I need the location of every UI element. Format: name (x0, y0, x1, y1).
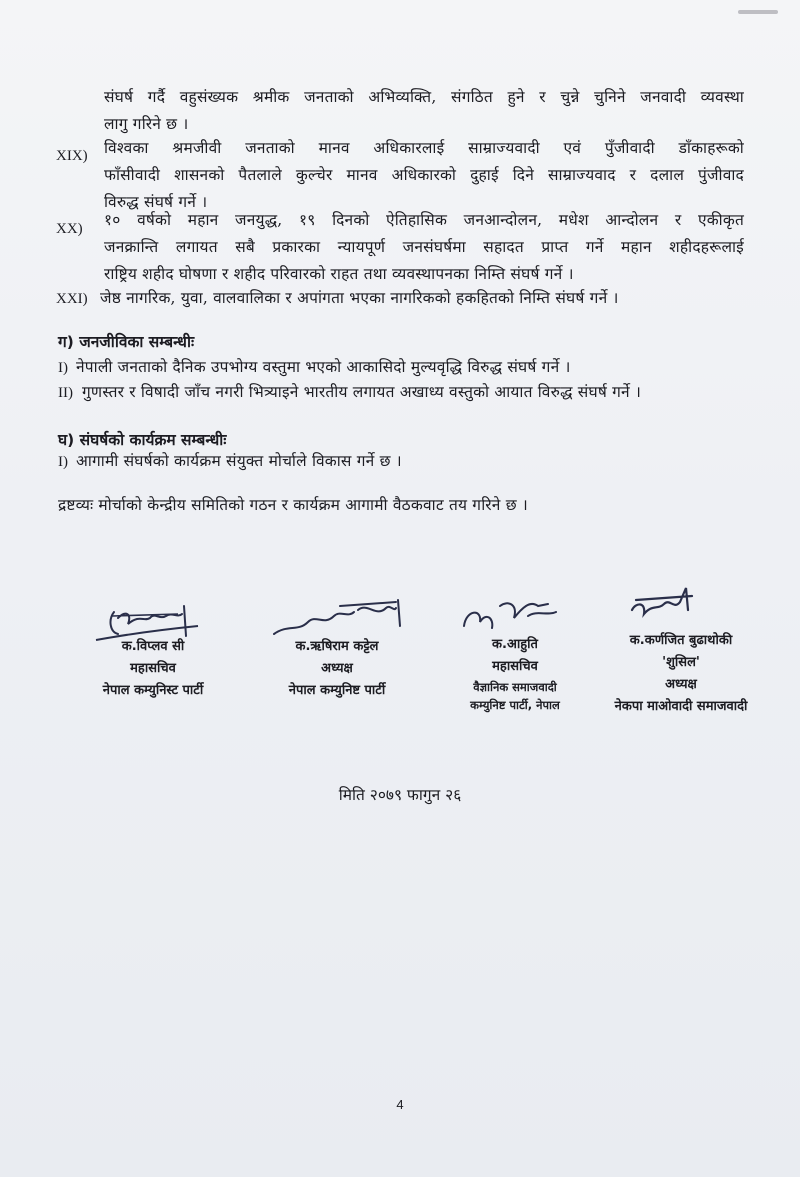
paragraph-continuation-line2: लागु गरिने छ । (104, 115, 189, 133)
signatory-1-name: क.विप्लव सी (121, 639, 185, 654)
signatory-1 (78, 636, 228, 702)
struggle-item-number-1: I) (58, 454, 68, 470)
signatory-2-name: क.ऋषिराम कट्टेल (295, 639, 379, 654)
item-number-xx: XX) (56, 221, 83, 237)
item-xix-line3: विरुद्ध संघर्ष गर्ने । (104, 193, 208, 211)
section-heading-struggle-program: घ) संघर्षको कार्यक्रम सम्बन्धीः (58, 431, 227, 449)
item-number-xxi: XXI) (56, 291, 88, 307)
livelihood-item-number-2: II) (58, 385, 73, 401)
signatory-2-party: नेपाल कम्युनिष्ट पार्टी (288, 683, 386, 698)
signatory-4-name: क.कर्णजित बुढाथोकी (629, 633, 733, 648)
item-xxi-text: जेष्ठ नागरिक, युवा, वालवालिका र अपांगता भएका नागरिकको हकहितको निम्ति संघर्ष गर्ने । (100, 289, 619, 307)
item-xx-line2: जनक्रान्ति लगायत सबै प्रकारका न्यायपूर्ण जनसंघर्षमा सहादत प्राप्त गर्ने महान शहीदहरूलाई (104, 238, 744, 256)
section-heading-livelihood: ग) जनजीविका सम्बन्धीः (58, 333, 195, 351)
item-xx-line3: राष्ट्रिय शहीद घोषणा र शहीद परिवारको राहत तथा व्यवस्थापनका निम्ति संघर्ष गर्ने । (104, 265, 574, 283)
signatory-1-party: नेपाल कम्युनिस्ट पार्टी (102, 683, 204, 698)
livelihood-item-number-1: I) (58, 360, 68, 376)
signatory-3-title: महासचिव (492, 659, 538, 674)
item-xix-line1: विश्वका श्रमजीवी जनताको मानव अधिकारलाई साम्राज्यवादी एवं पुँजीवादी डाँकाहरूको (104, 139, 744, 157)
paragraph-continuation-line1: संघर्ष गर्दै वहुसंख्यक श्रमीक जनताको अभिव्यक्ति, संगठित हुने र चुन्ने चुनिने जनवादी व्यवस्था (104, 88, 744, 106)
signatory-4-title: अध्यक्ष (665, 677, 697, 692)
signatory-2 (262, 636, 412, 702)
signatory-3 (440, 634, 590, 714)
corner-mark (738, 10, 778, 14)
signatory-3-name: क.आहुति (492, 637, 538, 652)
signatory-3-party-line2: कम्युनिष्ट पार्टी, नेपाल (470, 698, 560, 712)
signature-ahuti (456, 592, 566, 638)
note-text: द्रष्टव्यः मोर्चाको केन्द्रीय समितिको गठन र कार्यक्रम आगामी वैठकवाट तय गरिने छ । (58, 496, 528, 514)
struggle-item-1: आगामी संघर्षको कार्यक्रम संयुक्त मोर्चाले विकास गर्ने छ । (76, 452, 402, 470)
signatory-4-alias: 'शुसिल' (662, 655, 700, 670)
livelihood-item-2: गुणस्तर र विषादी जाँच नगरी भित्र्याइने भारतीय लगायत अखाध्य वस्तुको आयात विरुद्ध संघर्ष गर्ने । (82, 383, 642, 401)
item-number-xix: XIX) (56, 148, 88, 164)
document-date: मिति २०७९ फागुन २६ (338, 786, 462, 804)
item-xix-line2: फाँसीवादी शासनको पैतलाले कुल्चेर मानव अधिकारको दुहाई दिने साम्राज्यवाद र दलाल पुंजीवाद (104, 166, 744, 184)
signatory-3-party-line1: वैज्ञानिक समाजवादी (473, 680, 557, 694)
signatory-4-party: नेकपा माओवादी समाजवादी (614, 699, 748, 714)
livelihood-item-1: नेपाली जनताको दैनिक उपभोग्य वस्तुमा भएको आकासिदो मुल्यवृद्धि विरुद्ध संघर्ष गर्ने । (76, 358, 571, 376)
signatory-1-title: महासचिव (130, 661, 176, 676)
signatory-4 (596, 630, 766, 718)
item-xx-line1: १० वर्षको महान जनयुद्ध, १९ दिनको ऐतिहासिक जनआन्दोलन, मधेश आन्दोलन र एकीकृत (104, 211, 744, 229)
signature-karnajit (622, 580, 702, 628)
signatory-2-title: अध्यक्ष (321, 661, 353, 676)
page-number: 4 (396, 1097, 404, 1112)
